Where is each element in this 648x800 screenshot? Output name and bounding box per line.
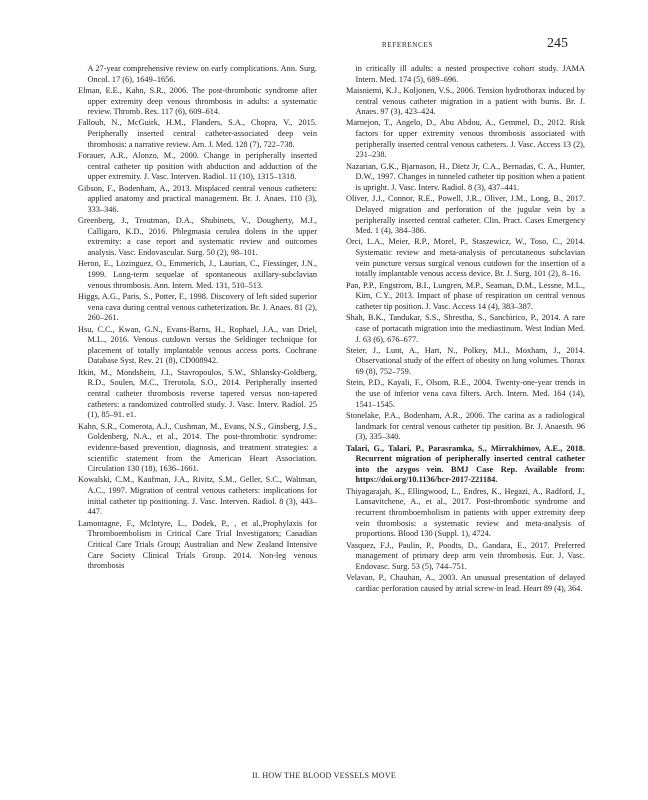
section-title: REFERENCES [381,41,433,49]
running-head [0,36,648,54]
reference-entry: Pan, P.P., Engstrom, B.I., Lungren, M.P., Seaman, D.M., Lessne, M.L., Kim, C.Y., 2013. Impact of phase of respiration on central venous catheter tip position. J. Vasc. Access 14 (4), 383–387. [346,280,585,311]
reference-entry: Greenberg, J., Troutman, D.A., Shubinets, V., Dougherty, M.J., Calligaro, K.D., 2016. Phlegmasia cerulea dolens in the upper extremity: a case report and systematic review and outcomes analysis. Vasc. Endovascular. Surg. 50 (2), 98–101. [78,216,317,258]
reference-entry: Itkin, M., Mondshein, J.I., Stavropoulos, S.W., Shlansky-Goldberg, R.D., Soulen, M.C., Trerotola, S.O., 2014. Peripherally inserted central catheter thrombosis reverse tapered versus non-tapered catheters: a randomized controlled study. J. Vasc. Interv. Radiol. 25 (1), 85–91. e1. [78,367,317,420]
reference-entry: Gibson, F., Bodenham, A., 2013. Misplaced central venous catheters: applied anatomy and practical management. Br. J. Anaes. 110 (3), 333–346. [78,183,317,214]
reference-entry: Vasquez, F.J., Paulin, P., Poodts, D., Gandara, E., 2017. Preferred management of primary deep arm vein thrombosis. Eur. J. Vasc. Endovasc. Surg. 53 (5), 744–751. [346,540,585,571]
reference-entry: Maisniemi, K.J., Koljonen, V.S., 2006. Tension hydrothorax induced by central venous catheter migration in a patient with burns. Br. J. Anaes. 97 (3), 423–424. [346,85,585,117]
reference-entry: in critically ill adults: a nested prospective cohort study. JAMA Intern. Med. 174 (5), 689–696. [355,64,585,84]
reference-entry: A 27-year comprehensive review on early complications. Ann. Surg. Oncol. 17 (6), 1649–1656. [87,64,317,84]
reference-entry: Nazarian, G.K., Bjarnason, H., Dietz Jr, C.A., Bernadas, C. A., Hunter, D.W., 1997. Changes in tunneled catheter tip position when a patient is upright. J. Vasc. Interv. Radiol. 8 (3), 437–441. [346,161,585,192]
reference-entry: Higgs, A.G., Paris, S., Potter, F., 1998. Discovery of left sided superior vena cava during central venous catheterization. Br. J. Anaes. 81 (2), 260–261. [78,291,317,323]
reference-entry: Talari, G., Talari, P., Parasramka, S., Mirrakhimov, A.E., 2018. Recurrent migration of peripherally inserted central catheter into the azygos vein. BMJ Case Rep. Available from: https://doi.org/10.1136/bcr-2017-221184. [346,443,585,485]
reference-entry: Hsu, C.C., Kwan, G.N., Evans-Barns, H., Rophael, J.A., van Driel, M.L., 2016. Venous cutdown versus the Seldinger technique for placement of totally implantable venous access ports. Cochrane Database Syst. Rev. 21 (8), CD008942. [78,324,317,366]
reference-entry: Forauer, A.R., Alonzo, M., 2000. Change in peripherally inserted central catheter tip position with abduction and adduction of the upper extremity. J. Vasc. Interven. Radiol. 11 (10), 1315–1318. [78,151,317,182]
reference-entry: Heron, E., Lozinguez, O., Emmerich, J., Laurian, C., Fiessinger, J.N., 1999. Long-term sequelae of spontaneous axillary-subclavian venous thrombosis. Ann. Intern. Med. 131, 510–513. [78,259,317,290]
reference-entry: Kowalski, C.M., Kaufman, J.A., Rivitz, S.M., Geller, S.C., Waltman, A.C., 1997. Migration of central venous catheters: implications for initial catheter tip positioning. J. Vasc. Interven. Radiol. 8 (3), 443–447. [78,475,317,517]
reference-entry: Steier, J., Lunt, A., Hart, N., Polkey, M.I., Moxham, J., 2014. Observational study of the effect of obesity on lung volumes. Thorax 69 (8), 752–759. [346,345,585,377]
reference-column-right [346,64,585,595]
reference-entry: Shah, B.K., Tandukar, S.S., Shrestha, S., Sanchirico, P., 2014. A rare case of portacath migration into the mediastinum. West Indian Med. J. 63 (6), 676–677. [346,313,585,344]
reference-entry: Lamontagne, F., McIntyre, L., Dodek, P., , et al.,Prophylaxis for Thromboembolism in Critical Care Trial Investigators; Canadian Critical Care Trials Group; Australian and New Zealand Intensive Care Society Clinical Trials Group. 2014. Non-leg venous thrombosis [78,518,317,571]
reference-entry: Oliver, J.J., Connor, R.E., Powell, J.R., Oliver, J.M., Long, B., 2017. Delayed migration and perforation of the jugular vein by a peripherally inserted central catheter. Clin. Pract. Cases Emergency Med. 1 (4), 384–386. [346,194,585,236]
reference-entry: Fallouh, N., McGuirk, H.M., Flanders, S.A., Chopra, V., 2015. Peripherally inserted central catheter-associated deep vein thrombosis: a narrative review. Am. J. Med. 128 (7), 722–738. [78,118,317,149]
reference-entry: Velavan, P., Chauhan, A., 2003. An unusual presentation of delayed cardiac perforation caused by atrial screw-in lead. Heart 89 (4), 364. [346,573,585,593]
reference-entry: Stonelake, P.A., Bodenham, A.R., 2006. The carina as a radiological landmark for central venous catheter tip position. Br. J. Anaesth. 96 (3), 335–340. [346,410,585,442]
reference-entry: Thiyagarajah, K., Ellingwood, L., Endres, K., Hegazi, A., Radford, J., Lansavitchene, A., et al., 2017. Post-thrombotic syndrome and recurrent thromboembolism in patients with upper extremity deep vein thrombosis: a systematic review and meta-analysis of proportions. Blood 130 (Suppl. 1), 4724. [346,486,585,539]
reference-column-left [78,64,317,573]
reference-entry: Marnejon, T., Angelo, D., Abu Abdou, A., Gemmel, D., 2012. Risk factors for upper extremity venous thrombosis associated with peripherally inserted central venous catheters. J. Vasc. Access 13 (2), 231–238. [346,118,585,160]
reference-entry: Elman, E.E., Kahn, S.R., 2006. The post-thrombotic syndrome after upper extremity deep venous thrombosis in adults: a systematic review. Thromb. Res. 117 (6), 609–614. [78,85,317,117]
page-number: 245 [547,36,568,51]
reference-entry: Stein, P.D., Kayali, F., Olsom, R.E., 2004. Twenty-one-year trends in the use of inferior vena cava filters. Arch. Intern. Med. 164 (14), 1541–1545. [346,378,585,409]
part-footer: II. HOW THE BLOOD VESSELS MOVE [252,771,396,780]
reference-entry: Kahn, S.R., Comerota, A.J., Cushman, M., Evans, N.S., Ginsberg, J.S., Goldenberg, N.A., et al., 2014. The post-thrombotic syndrome: evidence-based prevention, diagnosis, and treatment strategies: a scientific statement from the American Heart Association. Circulation 130 (18), 1636–1661. [78,421,317,474]
reference-entry: Orci, L.A., Meier, R.P., Morel, P., Staszewicz, W., Toso, C., 2014. Systematic review and meta-analysis of percutaneous subclavian vein puncture versus surgical venous cutdown for the insertion of a totally implantable venous access device. Br. J. Surg. 101 (2), 8–16. [346,237,585,279]
